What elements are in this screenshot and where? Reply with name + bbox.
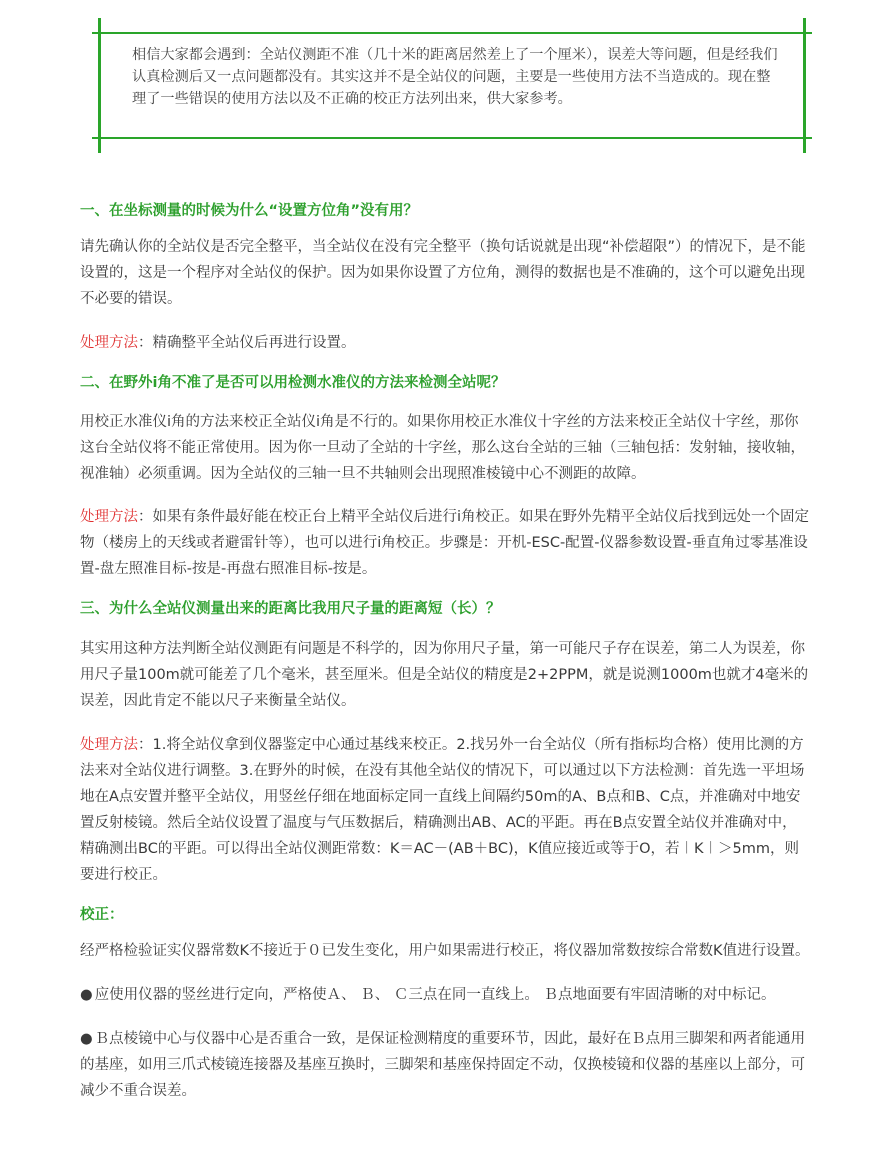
section-1-body: 请先确认你的全站仪是否完全整平，当全站仪在没有完全整平（换句话说就是出现“补偿超限”）的情况下，是不能设置的，这是一个程序对全站仪的保护。因为如果你设置了方位角，测得的数据也是不准确的，这个可以避免出现不必要的错误。 [80, 239, 806, 307]
section-3-heading: 三、为什么全站仪测量出来的距离比我用尺子量的距离短（长）？ [80, 601, 501, 617]
frame-left-bar [98, 18, 101, 153]
frame-bottom-rule [92, 137, 812, 139]
calibration-heading: 校正： [80, 907, 124, 923]
method-label: 处理方法 [80, 737, 138, 753]
frame-right-bar [803, 18, 806, 153]
method-text: ：精确整平全站仪后再进行设置。 [138, 335, 356, 351]
calibration-bullet-1 [80, 982, 810, 1008]
bullet-icon: ● [80, 1031, 93, 1047]
article-body [80, 200, 810, 1104]
section-2-method [80, 504, 810, 582]
method-text: ：如果有条件最好能在校正台上精平全站仪后进行i角校正。如果在野外先精平全站仪后找到远处一个固定物（楼房上的天线或者避雷针等），也可以进行i角校正。步骤是：开机-ESC-配置-仪器参数设置-垂直角过零基准设置-盘左照准目标-按是-再盘右照准目标-按是。 [80, 509, 810, 577]
frame-top-rule [92, 32, 812, 34]
bullet-text: Ｂ点棱镜中心与仪器中心是否重合一致，是保证检测精度的重要环节，因此，最好在Ｂ点用三脚架和两者能通用的基座，如用三爪式棱镜连接器及基座互换时，三脚架和基座保持固定不动，仅换棱镜和仪器的基座以上部分，可减少不重合误差。 [80, 1031, 806, 1099]
method-label: 处理方法 [80, 509, 138, 525]
method-label: 处理方法 [80, 335, 138, 351]
bullet-icon: ● [80, 987, 93, 1003]
method-text: ：1.将全站仪拿到仪器鉴定中心通过基线来校正。2.找另外一台全站仪（所有指标均合格）使用比测的方法来对全站仪进行调整。3.在野外的时候，在没有其他全站仪的情况下，可以通过以下方法检测：首先选一平坦场地在A点安置并整平全站仪，用竖丝仔细在地面标定同一直线上间隔约50m的A、B点和B、C点，并准确对中地安置反射棱镜。然后全站仪设置了温度与气压数据后，精确测出AB、AC的平距。再在B点安置全站仪并准确对中，精确测出BC的平距。可以得出全站仪测距常数：K＝AC－(AB＋BC)，K值应接近或等于O，若︱K︱＞5mm，则要进行校正。 [80, 737, 805, 883]
section-1-heading: 一、在坐标测量的时候为什么“设置方位角”没有用？ [80, 203, 419, 219]
section-1-method [80, 330, 810, 356]
section-2-heading: 二、在野外i角不准了是否可以用检测水准仪的方法来检测全站呢？ [80, 375, 506, 391]
section-3-body: 其实用这种方法判断全站仪测距有问题是不科学的，因为你用尺子量，第一可能尺子存在误差，第二人为误差，你用尺子量100m就可能差了几个毫米，甚至厘米。但是全站仪的精度是2+2PPM，就是说测1000m也就才4毫米的误差，因此肯定不能以尺子来衡量全站仪。 [80, 641, 809, 709]
section-2-body: 用校正水准仪i角的方法来校正全站仪i角是不行的。如果你用校正水准仪十字丝的方法来校正全站仪十字丝，那你这台全站仪将不能正常使用。因为你一旦动了全站的十字丝，那么这台全站的三轴（三轴包括：发射轴，接收轴，视准轴）必须重调。因为全站仪的三轴一旦不共轴则会出现照准棱镜中心不测距的故障。 [80, 414, 805, 482]
calibration-bullet-2 [80, 1026, 810, 1104]
intro-paragraph: 相信大家都会遇到：全站仪测距不准（几十米的距离居然差上了一个厘米），误差大等问题，但是经我们认真检测后又一点问题都没有。其实这并不是全站仪的问题，主要是一些使用方法不当造成的。现在整理了一些错误的使用方法以及不正确的校正方法列出来，供大家参考。 [132, 47, 778, 107]
calibration-body: 经严格检验证实仪器常数K不接近于０已发生变化，用户如果需进行校正，将仪器加常数按综合常数K值进行设置。 [80, 943, 810, 959]
section-3-method [80, 732, 810, 888]
bullet-text: 应使用仪器的竖丝进行定向，严格使Ａ、 Ｂ、 Ｃ三点在同一直线上。 Ｂ点地面要有牢固清晰的对中标记。 [94, 987, 776, 1003]
